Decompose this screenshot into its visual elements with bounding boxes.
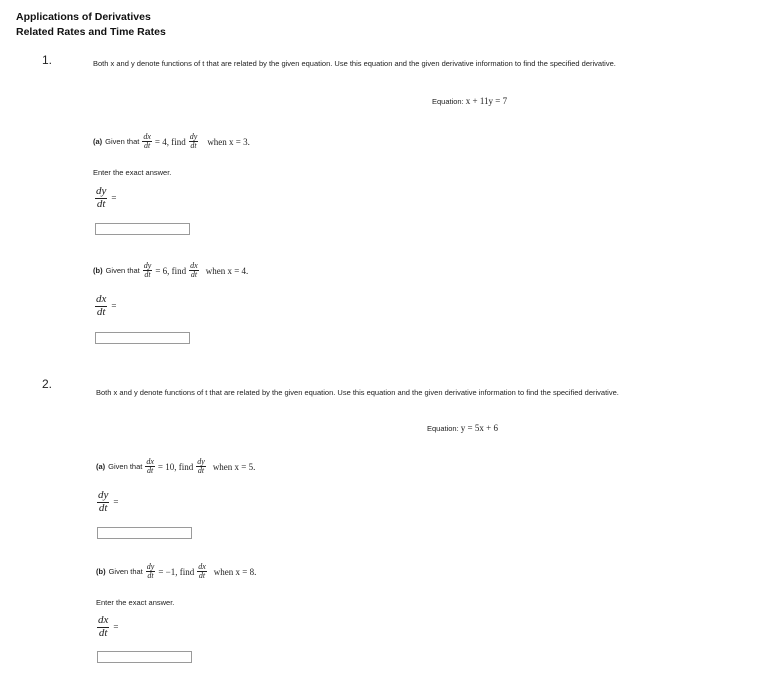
problem-2-equation <box>427 423 498 433</box>
given-value: = −1, find <box>158 566 195 577</box>
equation-label: Equation: <box>427 424 459 433</box>
when-condition: when x = 5. <box>212 461 256 472</box>
answer-input-1b[interactable] <box>95 332 190 344</box>
problem-1-intro: Both x and y denote functions of t that are related by the given equation. Use this equation and the given derivative information to find the specified derivative. <box>93 59 616 68</box>
given-derivative <box>143 262 153 280</box>
answer-input-1a[interactable] <box>95 223 190 235</box>
problem-2-intro: Both x and y denote functions of t that are related by the given equation. Use this equation and the given derivative information to find the specified derivative. <box>96 388 619 397</box>
given-denominator: dt <box>147 466 154 476</box>
problem-2-number: 2. <box>42 377 53 391</box>
find-numerator: dy <box>197 457 205 466</box>
exact-answer-hint: Enter the exact answer. <box>96 598 175 607</box>
given-numerator: dy <box>146 562 155 571</box>
given-text: Given that <box>108 567 143 577</box>
find-numerator: dx <box>198 562 206 571</box>
equation-text: x + 11y = 7 <box>465 96 508 106</box>
part-label: (b) <box>96 567 106 577</box>
part-label: (a) <box>93 137 103 147</box>
when-condition: when x = 8. <box>213 566 257 577</box>
equals-sign: = <box>111 301 117 312</box>
given-text: Given that <box>108 462 143 472</box>
answer-denominator: dt <box>96 305 106 318</box>
given-numerator: dx <box>146 457 154 466</box>
find-derivative <box>196 458 206 476</box>
problem-2a-statement <box>96 458 255 476</box>
find-derivative <box>189 133 199 151</box>
answer-input-2b[interactable] <box>97 651 192 663</box>
answer-denominator: dt <box>98 626 108 639</box>
problem-1b-answer-label <box>95 294 116 318</box>
given-text: Given that <box>105 266 140 276</box>
answer-derivative <box>97 490 109 514</box>
answer-denominator: dt <box>98 501 108 514</box>
find-derivative <box>197 563 207 581</box>
answer-derivative <box>97 615 109 639</box>
given-derivative <box>145 458 155 476</box>
given-value: = 6, find <box>155 265 187 276</box>
problem-1a-answer-label <box>95 186 116 210</box>
given-text: Given that <box>105 137 140 147</box>
answer-derivative <box>95 186 107 210</box>
answer-numerator: dx <box>98 614 109 626</box>
answer-numerator: dx <box>96 293 107 305</box>
equation-text: y = 5x + 6 <box>460 423 498 433</box>
when-condition: when x = 3. <box>207 136 250 147</box>
part-label: (b) <box>93 266 103 276</box>
find-denominator: dt <box>197 466 205 476</box>
find-numerator: dy <box>189 132 198 141</box>
find-derivative <box>189 262 199 280</box>
given-denominator: dt <box>144 141 151 151</box>
given-derivative <box>146 563 156 581</box>
given-denominator: dt <box>147 571 154 581</box>
find-numerator: dx <box>190 261 198 270</box>
given-value: = 10, find <box>157 461 194 472</box>
problem-1-equation <box>432 96 507 106</box>
answer-denominator: dt <box>96 197 106 210</box>
exact-answer-hint: Enter the exact answer. <box>93 168 172 177</box>
find-denominator: dt <box>198 571 206 581</box>
page-subtitle: Related Rates and Time Rates <box>16 26 166 38</box>
given-derivative <box>142 133 152 151</box>
answer-derivative <box>95 294 107 318</box>
problem-1-number: 1. <box>42 53 53 67</box>
problem-1a-statement <box>93 133 250 151</box>
given-value: = 4, find <box>154 136 186 147</box>
given-denominator: dt <box>144 270 151 280</box>
find-denominator: dt <box>190 141 197 151</box>
given-numerator: dx <box>143 132 151 141</box>
answer-input-2a[interactable] <box>97 527 192 539</box>
find-denominator: dt <box>190 270 198 280</box>
answer-numerator: dy <box>96 185 107 197</box>
given-numerator: dy <box>143 261 152 270</box>
page-title: Applications of Derivatives <box>16 11 151 23</box>
problem-2b-statement <box>96 563 256 581</box>
when-condition: when x = 4. <box>205 265 249 276</box>
answer-numerator: dy <box>98 489 109 501</box>
problem-2b-answer-label <box>97 615 118 639</box>
problem-2a-answer-label <box>97 490 118 514</box>
part-label: (a) <box>96 462 106 472</box>
equals-sign: = <box>111 193 117 204</box>
equals-sign: = <box>113 497 119 508</box>
problem-1b-statement <box>93 262 248 280</box>
equation-label: Equation: <box>432 97 464 106</box>
equals-sign: = <box>113 622 119 633</box>
